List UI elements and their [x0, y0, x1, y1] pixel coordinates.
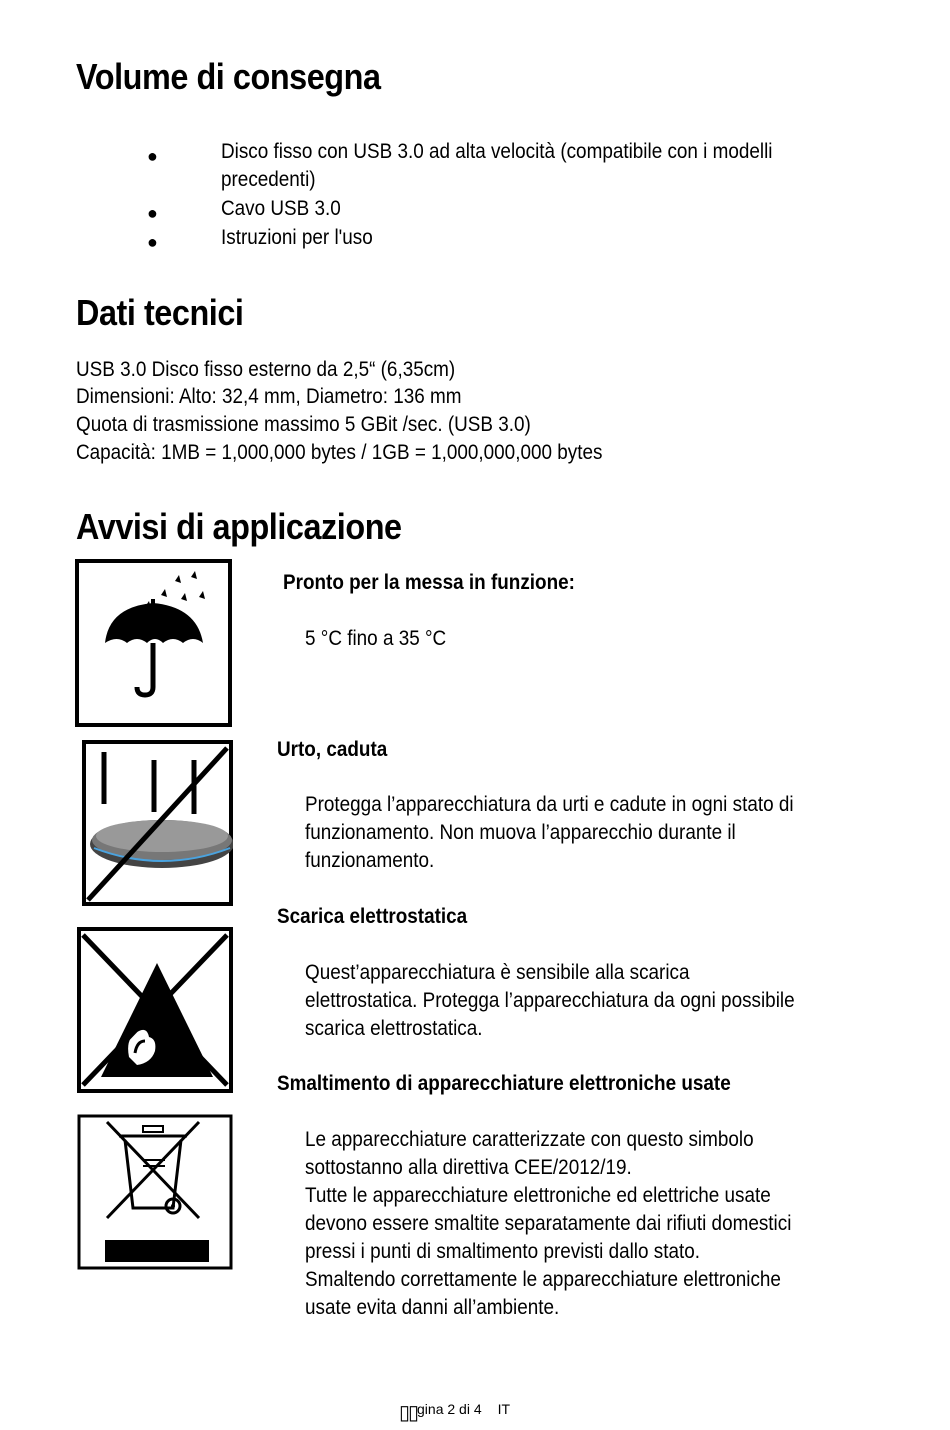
crossed-bin-icon — [77, 1114, 233, 1270]
tech-line-2: Dimensioni: Alto: 32,4 mm, Diametro: 136 mm — [76, 385, 462, 408]
shock-heading: Urto, caduta — [277, 738, 388, 761]
bullet-icon: ● — [147, 232, 158, 252]
page-footer — [399, 1400, 510, 1425]
esd-line-1: Quest’apparecchiatura è sensibile alla scarica — [305, 961, 690, 984]
delivery-item-1-line2: precedenti) — [221, 168, 316, 191]
tech-title: Dati tecnici — [76, 292, 244, 333]
esd-line-2: elettrostatica. Protegga l’apparecchiatura da ogni possibile — [305, 989, 795, 1012]
tech-line-1: USB 3.0 Disco fisso esterno da 2,5“ (6,35cm) — [76, 358, 456, 381]
delivery-item-2: Cavo USB 3.0 — [221, 197, 341, 220]
shock-line-3: funzionamento. — [305, 849, 435, 872]
weee-line-2: sottostanno alla direttiva CEE/2012/19. — [305, 1156, 632, 1179]
weee-line-1: Le apparecchiature caratterizzate con questo simbolo — [305, 1128, 754, 1151]
operating-heading: Pronto per la messa in funzione: — [283, 571, 575, 594]
weee-line-7: usate evita danni all’ambiente. — [305, 1296, 560, 1319]
tech-line-4: Capacità: 1MB = 1,000,000 bytes / 1GB = 1,000,000,000 bytes — [76, 441, 603, 464]
bullet-icon: ● — [147, 203, 158, 223]
esd-heading: Scarica elettrostatica — [277, 905, 468, 928]
esd-warning-icon — [77, 927, 233, 1093]
esd-line-3: scarica elettrostatica. — [305, 1017, 483, 1040]
notes-title: Avvisi di applicazione — [76, 506, 402, 547]
delivery-item-1-line1: Disco fisso con USB 3.0 ad alta velocità (compatibile con i modelli — [221, 140, 773, 163]
operating-text: 5 °C fino a 35 °C — [305, 627, 447, 650]
delivery-title: Volume di consegna — [76, 56, 381, 97]
weee-line-3: Tutte le apparecchiature elettroniche ed elettriche usate — [305, 1184, 771, 1207]
no-drop-icon — [82, 740, 233, 906]
page-glyph-icon: ▯▯ — [399, 1402, 418, 1424]
delivery-item-3: Istruzioni per l'uso — [221, 226, 373, 249]
tech-line-3: Quota di trasmissione massimo 5 GBit /sec. (USB 3.0) — [76, 413, 531, 436]
weee-line-5: pressi i punti di smaltimento previsti dallo stato. — [305, 1240, 700, 1263]
bullet-icon: ● — [147, 146, 158, 166]
weee-line-6: Smaltendo correttamente le apparecchiature elettroniche — [305, 1268, 781, 1291]
weee-heading: Smaltimento di apparecchiature elettroniche usate — [277, 1072, 731, 1095]
umbrella-rain-icon — [75, 559, 232, 727]
language-code: IT — [497, 1401, 511, 1417]
weee-line-4: devono essere smaltite separatamente dai rifiuti domestici — [305, 1212, 792, 1235]
shock-line-1: Protegga l’apparecchiatura da urti e cadute in ogni stato di — [305, 793, 794, 816]
page-number: gina 2 di 4 — [417, 1401, 482, 1417]
shock-line-2: funzionamento. Non muova l’apparecchio durante il — [305, 821, 736, 844]
